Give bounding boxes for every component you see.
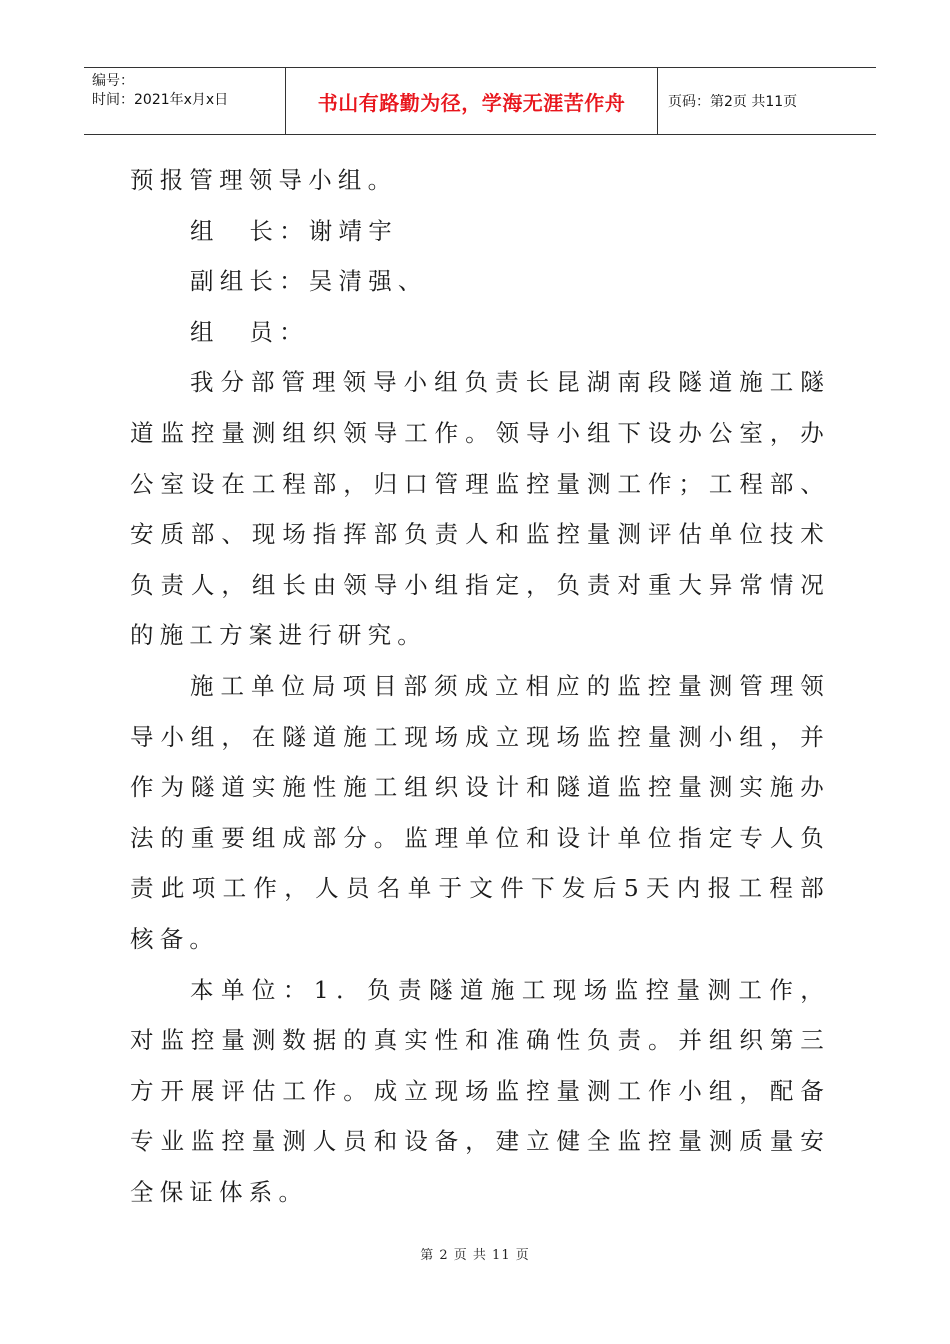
header-page-info: 页码：第2页 共11页 xyxy=(668,94,798,110)
paragraph-members: 组 员： xyxy=(190,317,309,346)
paragraph-1: 预报管理领导小组。 xyxy=(130,166,398,194)
paragraph-7: 本单位：1．负责隧道施工现场监控量测工作，对监控量测数据的真实性和准确性负责。并组织第三方开展评估工作。成立现场监控量测工作小组，配备专业监控量测人员和设备，建立健全监控量测质量安全保证体系。 xyxy=(130,975,830,1206)
header-meta xyxy=(84,68,286,134)
paragraph-6: 施工单位局项目部须成立相应的监控量测管理领导小组，在隧道施工现场成立现场监控量测小组，并作为隧道实施性施工组织设计和隧道监控量测实施办法的重要组成部分。监理单位和设计单位指定专人负责此项工作，人员名单于文件下发后5天内报工程部核备。 xyxy=(130,671,830,953)
page-header xyxy=(84,67,876,135)
time-label: 时间：2021年x月x日 xyxy=(92,92,229,108)
page-footer: 第 2 页 共 11 页 xyxy=(420,1248,530,1263)
paragraph-leader: 组 长：谢靖宇 xyxy=(190,216,398,245)
paragraph-deputy-leader: 副组长：吴清强、 xyxy=(190,267,428,296)
paragraph-5: 我分部管理领导小组负责长昆湖南段隧道施工隧道监控量测组织领导工作。领导小组下设办公室，办公室设在工程部，归口管理监控量测工作；工程部、安质部、现场指挥部负责人和监控量测评估单位技术负责人，组长由领导小组指定，负责对重大异常情况的施工方案进行研究。 xyxy=(130,368,830,650)
serial-label: 编号： xyxy=(92,73,134,89)
header-motto: 书山有路勤为径，学海无涯苦作舟 xyxy=(286,68,658,134)
document-body xyxy=(130,155,830,1217)
